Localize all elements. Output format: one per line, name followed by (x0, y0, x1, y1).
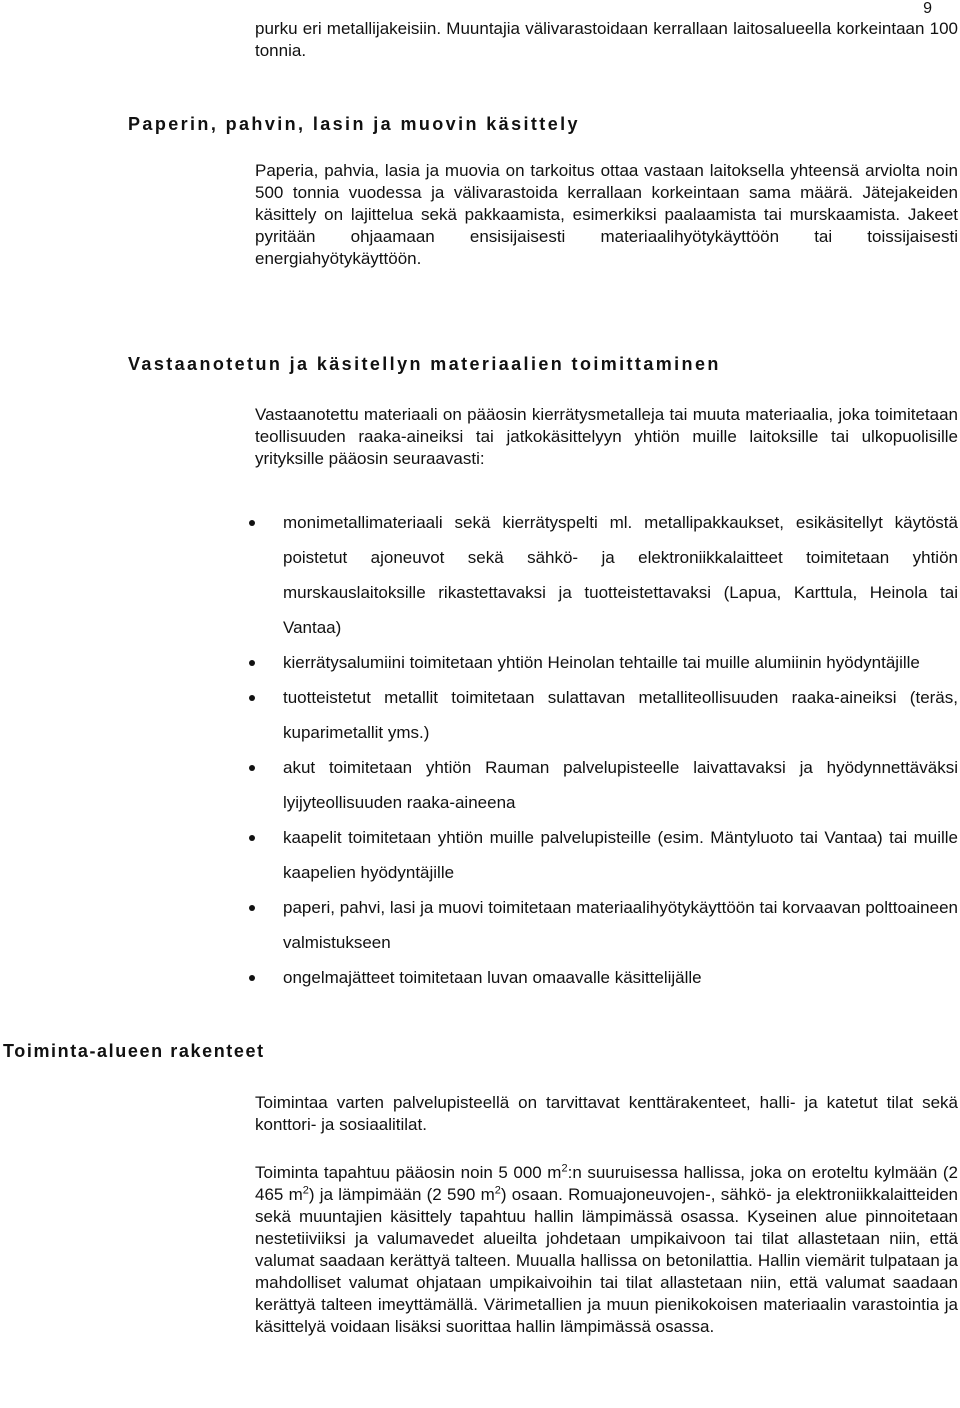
list-item-text: ongelmajätteet toimitetaan luvan omaavalle käsittelijälle (283, 968, 702, 987)
bullet-icon (249, 975, 255, 981)
list-item-text: tuotteistetut metallit toimitetaan sulattavan metalliteollisuuden raaka-aineiksi (teräs, kuparimetallit yms.) (283, 688, 958, 742)
section-heading-delivery: Vastaanotetun ja käsitellyn materiaalien toimittaminen (128, 354, 721, 374)
bullet-icon (249, 660, 255, 666)
section-body-structures-1: Toimintaa varten palvelupisteellä on tarvittavat kenttärakenteet, halli- ja katetut tilat sekä konttori- ja sosiaalitilat. (255, 1093, 958, 1134)
list-item-text: paperi, pahvi, lasi ja muovi toimitetaan materiaalihyötykäyttöön tai korvaavan polttoaineen valmistukseen (283, 898, 958, 952)
list-item-text: akut toimitetaan yhtiön Rauman palvelupisteelle laivattavaksi ja hyödynnettäväksi lyijyteollisuuden raaka-aineena (283, 758, 958, 812)
intro-paragraph: purku eri metallijakeisiin. Muuntajia välivarastoidaan kerrallaan laitosalueella korkeintaan 100 tonnia. (255, 19, 958, 60)
page-number: 9 (923, 0, 932, 17)
list-item-text: monimetallimateriaali sekä kierrätyspelti ml. metallipakkaukset, esikäsitellyt käytöstä poistetut ajoneuvot sekä sähkö- ja elektroniikkalaitteet toimitetaan yhtiön murskauslaitoksille rikastettavaksi ja tuotteistettavaksi (Lapua, Karttula, Heinola tai Vantaa) (283, 513, 958, 637)
list-item (245, 505, 958, 645)
list-item (245, 680, 958, 750)
list-item (245, 960, 958, 995)
section-body-structures-2: Toiminta tapahtuu pääosin noin 5 000 $m^2:n$ suuruisessa hallissa, joka on eroteltu kylmään (2 465 $m^2$) ja lämpimään (2 590 $m^2$) osaan. Romuajoneuvojen-, sähkö- ja elektroniikkalaitteiden sekä muuntajien käsittely tapahtuu hallin lämpimässä osassa. Kyseinen alue pinnoitetaan nestetiiviiksi ja valumavedet alueilta johdetaan umpikaivoon tai tilat allastetaan niin, että valumat saadaan kerättyä talteen. Muualla hallissa on betonilattia. Hallin viemärit tulpataan ja mahdolliset valumat ohjataan umpikaivoihin tai tilat allastetaan niin, että valumat saadaan kerättyä talteen imeyttämällä. Värimetallien ja muun pienikokoisen materiaalin varastointia ja käsittelyä voidaan lisäksi suorittaa hallin lämpimässä osassa. (255, 1162, 958, 1336)
list-item (245, 750, 958, 820)
section-body-paper: Paperia, pahvia, lasia ja muovia on tarkoitus ottaa vastaan laitoksella yhteensä arviolta noin 500 tonnia vuodessa ja välivarastoida kerrallaan korkeintaan sama määrä. Jätejakeiden käsittely on lajittelua sekä pakkaamista, esimerkiksi paalaamista tai murskaamista. Jakeet pyritään ohjaamaan ensisijaisesti materiaalihyötykäyttöön tai toissijaisesti energiahyötykäyttöön. (255, 161, 958, 268)
section-body-delivery: Vastaanotettu materiaali on pääosin kierrätysmetalleja tai muuta materiaalia, joka toimitetaan teollisuuden raaka-aineiksi tai jatkokäsittelyyn yhtiön muille laitoksille tai ulkopuolisille yrityksille pääosin seuraavasti: (255, 405, 958, 468)
bullet-icon (249, 905, 255, 911)
list-item (245, 820, 958, 890)
list-item (245, 890, 958, 960)
section-heading-structures: Toiminta-alueen rakenteet (3, 1041, 265, 1061)
section-heading-paper: Paperin, pahvin, lasin ja muovin käsittely (128, 114, 580, 134)
list-item-text: kaapelit toimitetaan yhtiön muille palvelupisteille (esim. Mäntyluoto tai Vantaa) tai muille kaapelien hyödyntäjille (283, 828, 958, 882)
list-item (245, 645, 958, 680)
bullet-icon (249, 520, 255, 526)
bullet-icon (249, 835, 255, 841)
list-item-text: kierrätysalumiini toimitetaan yhtiön Heinolan tehtaille tai muille alumiinin hyödyntäjille (283, 653, 920, 672)
bullet-icon (249, 695, 255, 701)
delivery-bullet-list (245, 505, 958, 995)
bullet-icon (249, 765, 255, 771)
